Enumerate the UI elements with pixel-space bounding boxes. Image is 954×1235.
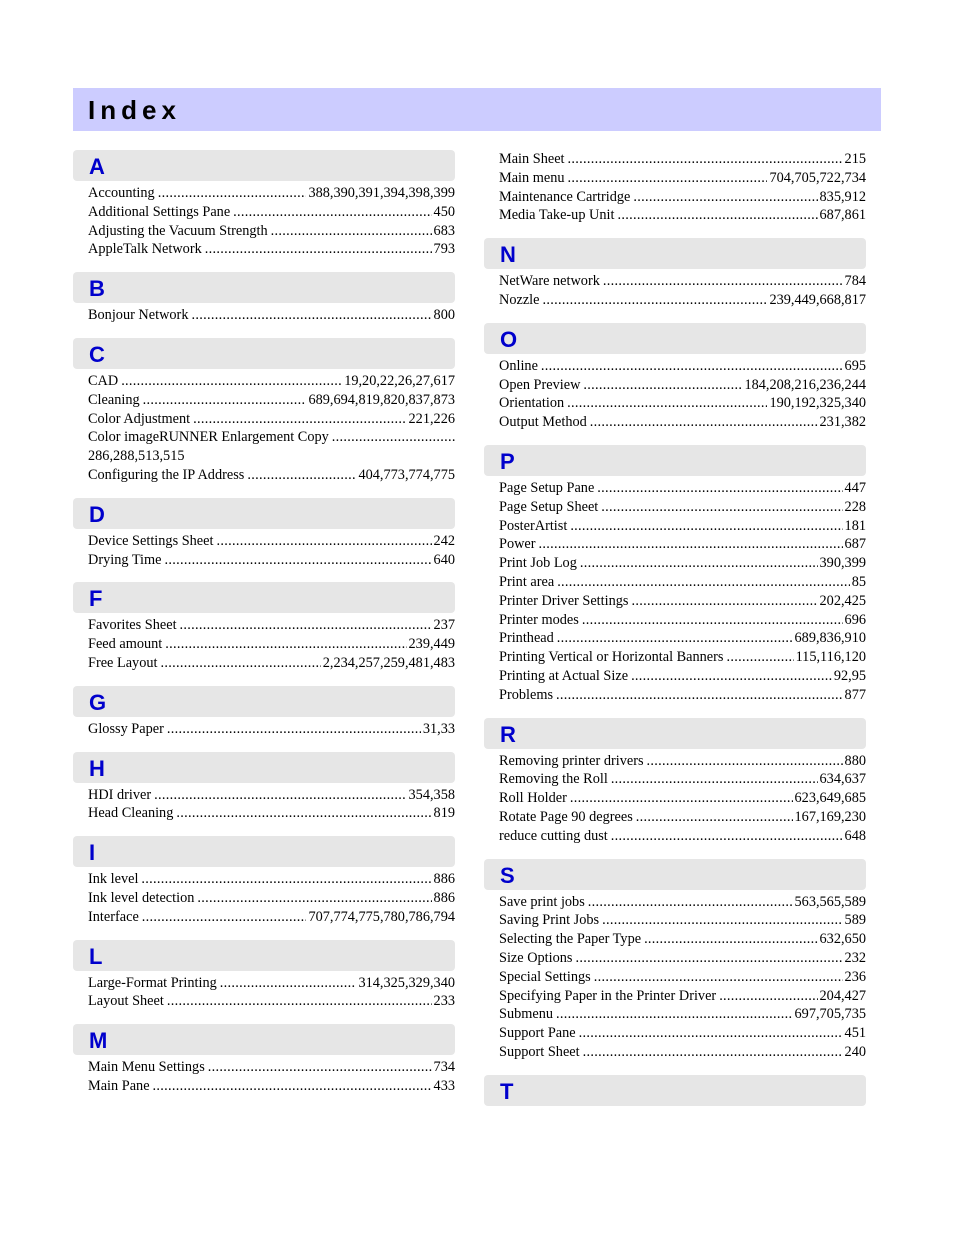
index-entry[interactable]	[484, 592, 866, 611]
dot-leader	[580, 554, 818, 573]
index-entry[interactable]	[484, 479, 866, 498]
index-term: Removing the Roll	[499, 771, 608, 788]
index-entry[interactable]	[484, 987, 866, 1006]
index-term: Media Take-up Unit	[499, 207, 615, 224]
index-pages: 886	[433, 889, 455, 906]
index-entry-line	[88, 428, 455, 447]
index-pages: 835,912	[819, 188, 866, 205]
index-entry[interactable]	[484, 968, 866, 987]
index-term: Bonjour Network	[88, 307, 189, 324]
index-entry[interactable]	[484, 930, 866, 949]
index-term: reduce cutting dust	[499, 827, 608, 844]
dot-leader	[570, 517, 842, 536]
dot-leader	[176, 804, 431, 823]
index-entry[interactable]	[73, 804, 455, 823]
index-term: Ink level	[88, 871, 139, 888]
dot-leader	[611, 770, 818, 789]
dot-leader	[165, 635, 406, 654]
dot-leader	[570, 789, 793, 808]
index-entry[interactable]	[484, 554, 866, 573]
index-pages: 640	[433, 551, 455, 568]
index-column-left	[73, 150, 455, 1109]
dot-leader	[271, 222, 432, 241]
index-pages: 31,33	[422, 720, 455, 737]
index-entry[interactable]	[484, 206, 866, 225]
index-pages: 447	[844, 479, 866, 496]
dot-leader	[542, 291, 767, 310]
index-pages: 85	[851, 573, 866, 590]
dot-leader	[556, 686, 843, 705]
index-term: Favorites Sheet	[88, 617, 177, 634]
index-pages: 683	[433, 222, 455, 239]
index-entry[interactable]	[484, 498, 866, 517]
index-entry[interactable]	[484, 357, 866, 376]
index-pages: 215	[844, 151, 866, 167]
index-entry[interactable]	[73, 616, 455, 635]
index-term: Printer modes	[499, 611, 579, 628]
index-term: Specifying Paper in the Printer Driver	[499, 987, 717, 1004]
dot-leader	[636, 808, 793, 827]
index-pages: 390,399	[819, 555, 866, 572]
index-term: Saving Print Jobs	[499, 912, 600, 929]
index-pages: 231,382	[819, 414, 866, 431]
index-entry[interactable]	[73, 870, 455, 889]
index-pages: 819	[433, 805, 455, 822]
section-letter-header: F	[73, 582, 455, 613]
index-term: NetWare network	[499, 273, 600, 290]
index-pages: 233	[433, 993, 455, 1010]
index-pages: 734	[433, 1059, 455, 1076]
index-pages: 793	[433, 241, 455, 258]
index-term: Print area	[499, 573, 555, 590]
index-pages: 687,861	[819, 207, 866, 224]
index-section	[484, 150, 866, 225]
index-pages: 589	[844, 912, 866, 929]
index-pages: 563,565,589	[794, 893, 866, 910]
index-pages: 236	[844, 968, 866, 985]
index-pages: 800	[433, 307, 455, 324]
index-term: Accounting	[88, 185, 155, 201]
index-section	[73, 752, 455, 824]
index-entry[interactable]	[73, 240, 455, 259]
index-term: Printhead	[499, 630, 554, 647]
index-pages: 286,288,513,515	[88, 448, 185, 465]
dot-leader	[167, 992, 432, 1011]
index-pages: 184,208,216,236,244	[744, 376, 866, 393]
index-section	[73, 582, 455, 672]
index-term: Adjusting the Vacuum Strength	[88, 222, 268, 239]
dot-leader	[633, 188, 817, 207]
section-letter-header: P	[484, 445, 866, 476]
index-pages: 886	[433, 871, 455, 888]
index-pages: 450	[433, 203, 455, 220]
dot-leader	[617, 206, 817, 225]
index-term: Configuring the IP Address	[88, 466, 245, 483]
index-pages: 784	[844, 273, 866, 290]
dot-leader	[153, 1077, 432, 1096]
index-section	[484, 718, 866, 846]
dot-leader	[603, 272, 843, 291]
index-title: Index	[73, 88, 881, 131]
index-pages: 237	[433, 617, 455, 634]
index-term: Page Setup Sheet	[499, 498, 599, 515]
index-entry[interactable]	[484, 770, 866, 789]
index-entry[interactable]	[73, 306, 455, 325]
dot-leader	[611, 827, 843, 846]
section-letter-header: C	[73, 338, 455, 369]
index-pages: 689,694,819,820,837,873	[308, 391, 455, 408]
index-section	[73, 498, 455, 570]
dot-leader	[590, 413, 818, 432]
index-term: Page Setup Pane	[499, 479, 595, 496]
index-pages: 314,325,329,340	[358, 974, 455, 991]
index-entry[interactable]	[484, 376, 866, 395]
index-pages: 92,95	[833, 667, 866, 684]
index-term: Nozzle	[499, 291, 540, 308]
index-term: Output Method	[499, 414, 587, 431]
section-letter-header: L	[73, 940, 455, 971]
dot-leader	[539, 535, 843, 554]
index-section	[73, 150, 455, 259]
index-term: Main Menu Settings	[88, 1059, 205, 1076]
index-pages: 623,649,685	[794, 790, 866, 807]
index-pages: 880	[844, 752, 866, 769]
index-entry[interactable]	[73, 786, 455, 805]
dot-leader	[332, 428, 455, 447]
dot-leader	[143, 391, 307, 410]
dot-leader	[597, 479, 842, 498]
index-term: Removing printer drivers	[499, 752, 644, 769]
index-pages: 239,449,668,817	[769, 291, 866, 308]
dot-leader	[142, 908, 307, 927]
index-pages: 240	[844, 1043, 866, 1060]
index-entry[interactable]	[73, 532, 455, 551]
section-letter-header: D	[73, 498, 455, 529]
index-term: Drying Time	[88, 551, 162, 568]
index-term: Device Settings Sheet	[88, 532, 214, 549]
index-pages: 388,390,391,394,398,399	[308, 185, 455, 201]
index-pages: 232	[844, 949, 866, 966]
index-term: Maintenance Cartridge	[499, 188, 631, 205]
index-entry[interactable]	[484, 272, 866, 291]
index-term: Orientation	[499, 395, 565, 412]
index-term: Power	[499, 536, 536, 553]
index-term: Rotate Page 90 degrees	[499, 808, 633, 825]
index-pages: 697,705,735	[794, 1006, 866, 1023]
index-pages: 648	[844, 827, 866, 844]
index-section	[484, 859, 866, 1062]
dot-leader	[141, 870, 431, 889]
dot-leader	[568, 169, 768, 188]
index-pages: 221,226	[408, 410, 455, 427]
index-term: Save print jobs	[499, 893, 585, 910]
dot-leader	[644, 930, 817, 949]
index-pages: 167,169,230	[794, 808, 866, 825]
index-entry[interactable]	[484, 752, 866, 771]
index-pages: 451	[844, 1025, 866, 1042]
index-entry[interactable]	[484, 413, 866, 432]
index-entry[interactable]	[73, 466, 455, 485]
index-entry[interactable]	[73, 184, 455, 203]
dot-leader	[631, 667, 832, 686]
index-entry[interactable]	[484, 291, 866, 310]
index-entry[interactable]	[73, 908, 455, 927]
index-entry[interactable]	[73, 635, 455, 654]
index-section	[484, 238, 866, 310]
index-entry[interactable]	[484, 1043, 866, 1062]
dot-leader	[247, 466, 356, 485]
section-letter-header: H	[73, 752, 455, 783]
index-entry[interactable]	[73, 974, 455, 993]
dot-leader	[154, 786, 406, 805]
index-term: Roll Holder	[499, 790, 567, 807]
index-pages: 228	[844, 498, 866, 515]
dot-leader	[216, 532, 431, 551]
index-pages: 632,650	[819, 931, 866, 948]
index-term: Feed amount	[88, 636, 163, 653]
index-entry[interactable]	[484, 949, 866, 968]
dot-leader	[165, 551, 432, 570]
index-pages: 190,192,325,340	[769, 395, 866, 412]
index-entry[interactable]	[73, 222, 455, 241]
dot-leader	[205, 240, 432, 259]
index-term: Print Job Log	[499, 555, 577, 572]
section-letter-header: R	[484, 718, 866, 749]
index-term: CAD	[88, 372, 119, 389]
index-entry[interactable]	[73, 391, 455, 410]
index-section	[484, 445, 866, 705]
index-entry[interactable]	[73, 428, 455, 466]
index-entry[interactable]	[484, 573, 866, 592]
index-pages: 204,427	[819, 987, 866, 1004]
section-letter-header: S	[484, 859, 866, 890]
section-letter-header: N	[484, 238, 866, 269]
index-section	[73, 338, 455, 485]
index-entry[interactable]	[73, 992, 455, 1011]
index-entry[interactable]	[484, 667, 866, 686]
index-pages: 689,836,910	[794, 630, 866, 647]
dot-leader	[557, 629, 793, 648]
index-term: Submenu	[499, 1006, 554, 1023]
index-column-right	[484, 150, 866, 1119]
index-term: PosterArtist	[499, 517, 568, 534]
section-letter-header: G	[73, 686, 455, 717]
index-section	[73, 1024, 455, 1096]
index-entry[interactable]	[484, 1024, 866, 1043]
index-pages: 687	[844, 536, 866, 553]
dot-leader	[180, 616, 432, 635]
index-entry[interactable]	[73, 410, 455, 429]
index-term: Head Cleaning	[88, 805, 174, 822]
index-entry[interactable]	[484, 394, 866, 413]
index-entry[interactable]	[484, 827, 866, 846]
section-letter-header: I	[73, 836, 455, 867]
index-term: Special Settings	[499, 968, 591, 985]
section-letter-header: O	[484, 323, 866, 354]
index-term: Color imageRUNNER Enlargement Copy	[88, 429, 329, 446]
index-entry[interactable]	[484, 808, 866, 827]
index-term: Online	[499, 357, 538, 374]
index-pages: 433	[433, 1077, 455, 1094]
dot-leader	[568, 150, 843, 169]
dot-leader	[220, 974, 357, 993]
index-pages: 696	[844, 611, 866, 628]
dot-leader	[575, 949, 842, 968]
dot-leader	[191, 306, 431, 325]
index-section	[484, 1075, 866, 1106]
index-term: Glossy Paper	[88, 720, 164, 737]
dot-leader	[208, 1058, 432, 1077]
section-letter-header: A	[73, 150, 455, 181]
index-pages: 239,449	[408, 636, 455, 653]
index-term: Additional Settings Pane	[88, 203, 231, 220]
index-term: Main Pane	[88, 1077, 150, 1094]
index-entry[interactable]	[73, 720, 455, 739]
index-pages: 704,705,722,734	[769, 169, 866, 186]
index-entry[interactable]	[73, 203, 455, 222]
index-section	[484, 323, 866, 432]
index-pages: 877	[844, 686, 866, 703]
dot-leader	[582, 611, 843, 630]
index-term: Support Pane	[499, 1025, 576, 1042]
dot-leader	[594, 968, 843, 987]
dot-leader	[579, 1024, 843, 1043]
index-entry[interactable]	[484, 893, 866, 912]
index-section	[73, 272, 455, 325]
dot-leader	[719, 987, 817, 1006]
dot-leader	[160, 654, 320, 673]
index-term: Problems	[499, 686, 554, 703]
index-pages: 202,425	[819, 592, 866, 609]
dot-leader	[167, 720, 421, 739]
index-entry[interactable]	[484, 517, 866, 536]
index-pages: 19,20,22,26,27,617	[344, 372, 455, 389]
section-letter-header: B	[73, 272, 455, 303]
index-entry[interactable]	[484, 188, 866, 207]
index-section	[73, 836, 455, 926]
index-pages: 354,358	[408, 786, 455, 803]
dot-leader	[193, 410, 406, 429]
index-term: Main Sheet	[499, 151, 565, 167]
index-pages: 404,773,774,775	[358, 466, 455, 483]
dot-leader	[567, 394, 767, 413]
index-term: Ink level detection	[88, 889, 195, 906]
index-entry[interactable]	[73, 654, 455, 673]
index-pages: 115,116,120	[795, 649, 866, 666]
index-term: Color Adjustment	[88, 410, 191, 427]
index-pages: 242	[433, 532, 455, 549]
index-term: Free Layout	[88, 654, 158, 671]
index-term: HDI driver	[88, 786, 152, 803]
dot-leader	[647, 752, 843, 771]
index-term: Size Options	[499, 949, 573, 966]
index-entry[interactable]	[73, 889, 455, 908]
dot-leader	[541, 357, 843, 376]
index-section	[73, 940, 455, 1012]
index-term: Cleaning	[88, 391, 140, 408]
index-pages: 695	[844, 357, 866, 374]
dot-leader	[556, 1005, 793, 1024]
index-entry[interactable]	[484, 1005, 866, 1024]
index-term: Main menu	[499, 169, 565, 186]
dot-leader	[197, 889, 431, 908]
index-term: AppleTalk Network	[88, 241, 202, 258]
index-entry[interactable]	[484, 535, 866, 554]
dot-leader	[583, 1043, 843, 1062]
dot-leader	[602, 911, 842, 930]
index-entry[interactable]	[484, 169, 866, 188]
dot-leader	[121, 372, 342, 391]
dot-leader	[588, 893, 793, 912]
section-letter-header: M	[73, 1024, 455, 1055]
index-entry[interactable]	[484, 686, 866, 705]
dot-leader	[233, 203, 431, 222]
index-term: Layout Sheet	[88, 993, 164, 1010]
dot-leader	[726, 648, 793, 667]
dot-leader	[631, 592, 817, 611]
index-term: Open Preview	[499, 376, 581, 393]
index-term: Printer Driver Settings	[499, 592, 629, 609]
index-section	[73, 686, 455, 739]
index-pages: 707,774,775,780,786,794	[308, 908, 455, 925]
index-entry[interactable]	[73, 1077, 455, 1096]
index-entry[interactable]	[484, 911, 866, 930]
dot-leader	[583, 376, 742, 395]
index-entry[interactable]	[484, 789, 866, 808]
dot-leader	[557, 573, 850, 592]
index-term: Support Sheet	[499, 1043, 580, 1060]
index-term: Selecting the Paper Type	[499, 931, 642, 948]
dot-leader	[158, 184, 307, 203]
index-pages: 2,234,257,259,481,483	[322, 654, 455, 671]
dot-leader	[601, 498, 842, 517]
index-pages: 181	[844, 517, 866, 534]
index-pages: 634,637	[819, 771, 866, 788]
index-term: Printing at Actual Size	[499, 667, 629, 684]
index-entry[interactable]	[73, 551, 455, 570]
index-entry[interactable]	[484, 629, 866, 648]
index-entry[interactable]	[484, 150, 866, 169]
index-term: Large-Format Printing	[88, 974, 217, 991]
index-term: Interface	[88, 908, 139, 925]
section-letter-header: T	[484, 1075, 866, 1106]
index-entry[interactable]	[484, 648, 866, 667]
index-entry[interactable]	[73, 372, 455, 391]
index-term: Printing Vertical or Horizontal Banners	[499, 649, 724, 666]
index-entry[interactable]	[484, 611, 866, 630]
index-entry[interactable]	[73, 1058, 455, 1077]
